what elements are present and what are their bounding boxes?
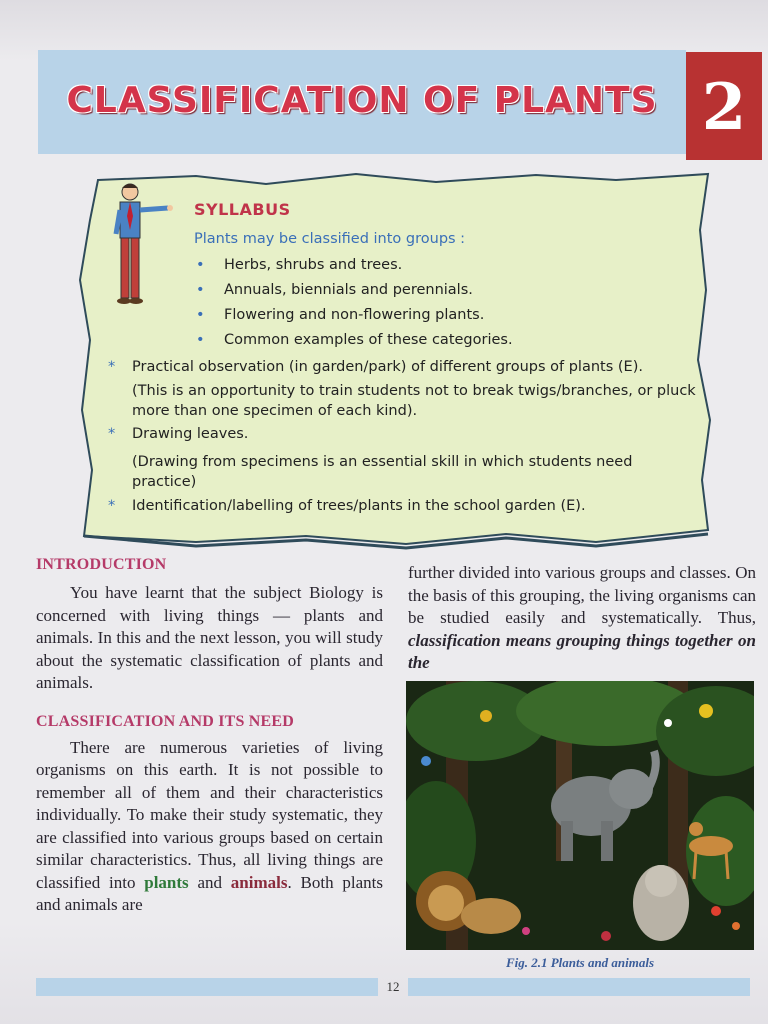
syllabus-group-item: • Flowering and non-flowering plants. — [196, 307, 485, 323]
classification-need-heading: CLASSIFICATION AND ITS NEED — [36, 712, 295, 730]
chapter-title: CLASSIFICATION OF PLANTS — [66, 80, 658, 121]
footer-bar-right — [408, 978, 750, 996]
teacher-pointing-icon — [106, 180, 176, 310]
introduction-paragraph: You have learnt that the subject Biology is concerned with living things — plants and animals. In this and the next lesson, you will study about the systematic classification of plants and animals. — [36, 583, 383, 692]
syllabus-box — [76, 170, 716, 550]
jungle-scene-image — [406, 681, 754, 950]
right-column — [408, 562, 756, 675]
plants-and-animals-illustration — [406, 681, 754, 950]
syllabus-item-note: (This is an opportunity to train students not to break twigs/branches, or pluck more than one specimen of each kind). — [132, 383, 696, 419]
syllabus-heading: SYLLABUS — [194, 200, 291, 219]
plants-keyword: plants — [144, 872, 189, 892]
right-column-paragraph: further divided into various groups and classes. On the basis of this grouping, the living organisms can be studied easily and systematically. Thus, classification means grouping things together on the — [408, 563, 756, 672]
chapter-number-box — [686, 52, 762, 160]
page-number: 12 — [386, 979, 400, 994]
introduction-heading: INTRODUCTION — [36, 556, 167, 573]
definition-emphasis: classification means grouping things together on the — [408, 630, 756, 672]
title-band — [38, 50, 686, 154]
syllabus-group-item: • Herbs, shrubs and trees. — [196, 257, 403, 273]
syllabus-item: * Practical observation (in garden/park) of different groups of plants (E). — [108, 359, 643, 375]
left-column — [36, 556, 383, 917]
classification-need-paragraph: There are numerous varieties of living organisms on this earth. It is not possible to remember all of them and their characteristics individually. To make their study systematic, they are classified into various groups based on certain similar characteristics. Thus, all living things are classified into plants and animals. Both plants and animals are — [36, 737, 383, 914]
footer-bar-left — [36, 978, 378, 996]
animals-keyword: animals — [230, 872, 288, 892]
syllabus-group-item: • Common examples of these categories. — [196, 332, 513, 348]
syllabus-item: * Drawing leaves. — [108, 426, 249, 442]
figure-caption: Fig. 2.1 Plants and animals — [505, 955, 655, 970]
syllabus-group-item: • Annuals, biennials and perennials. — [196, 282, 473, 298]
syllabus-item: * Identification/labelling of trees/plants in the school garden (E). — [108, 498, 586, 514]
chapter-number: 2 — [701, 70, 747, 145]
syllabus-item-note: (Drawing from specimens is an essential skill in which students need practice) — [132, 454, 633, 490]
syllabus-intro: Plants may be classified into groups : — [194, 231, 466, 247]
